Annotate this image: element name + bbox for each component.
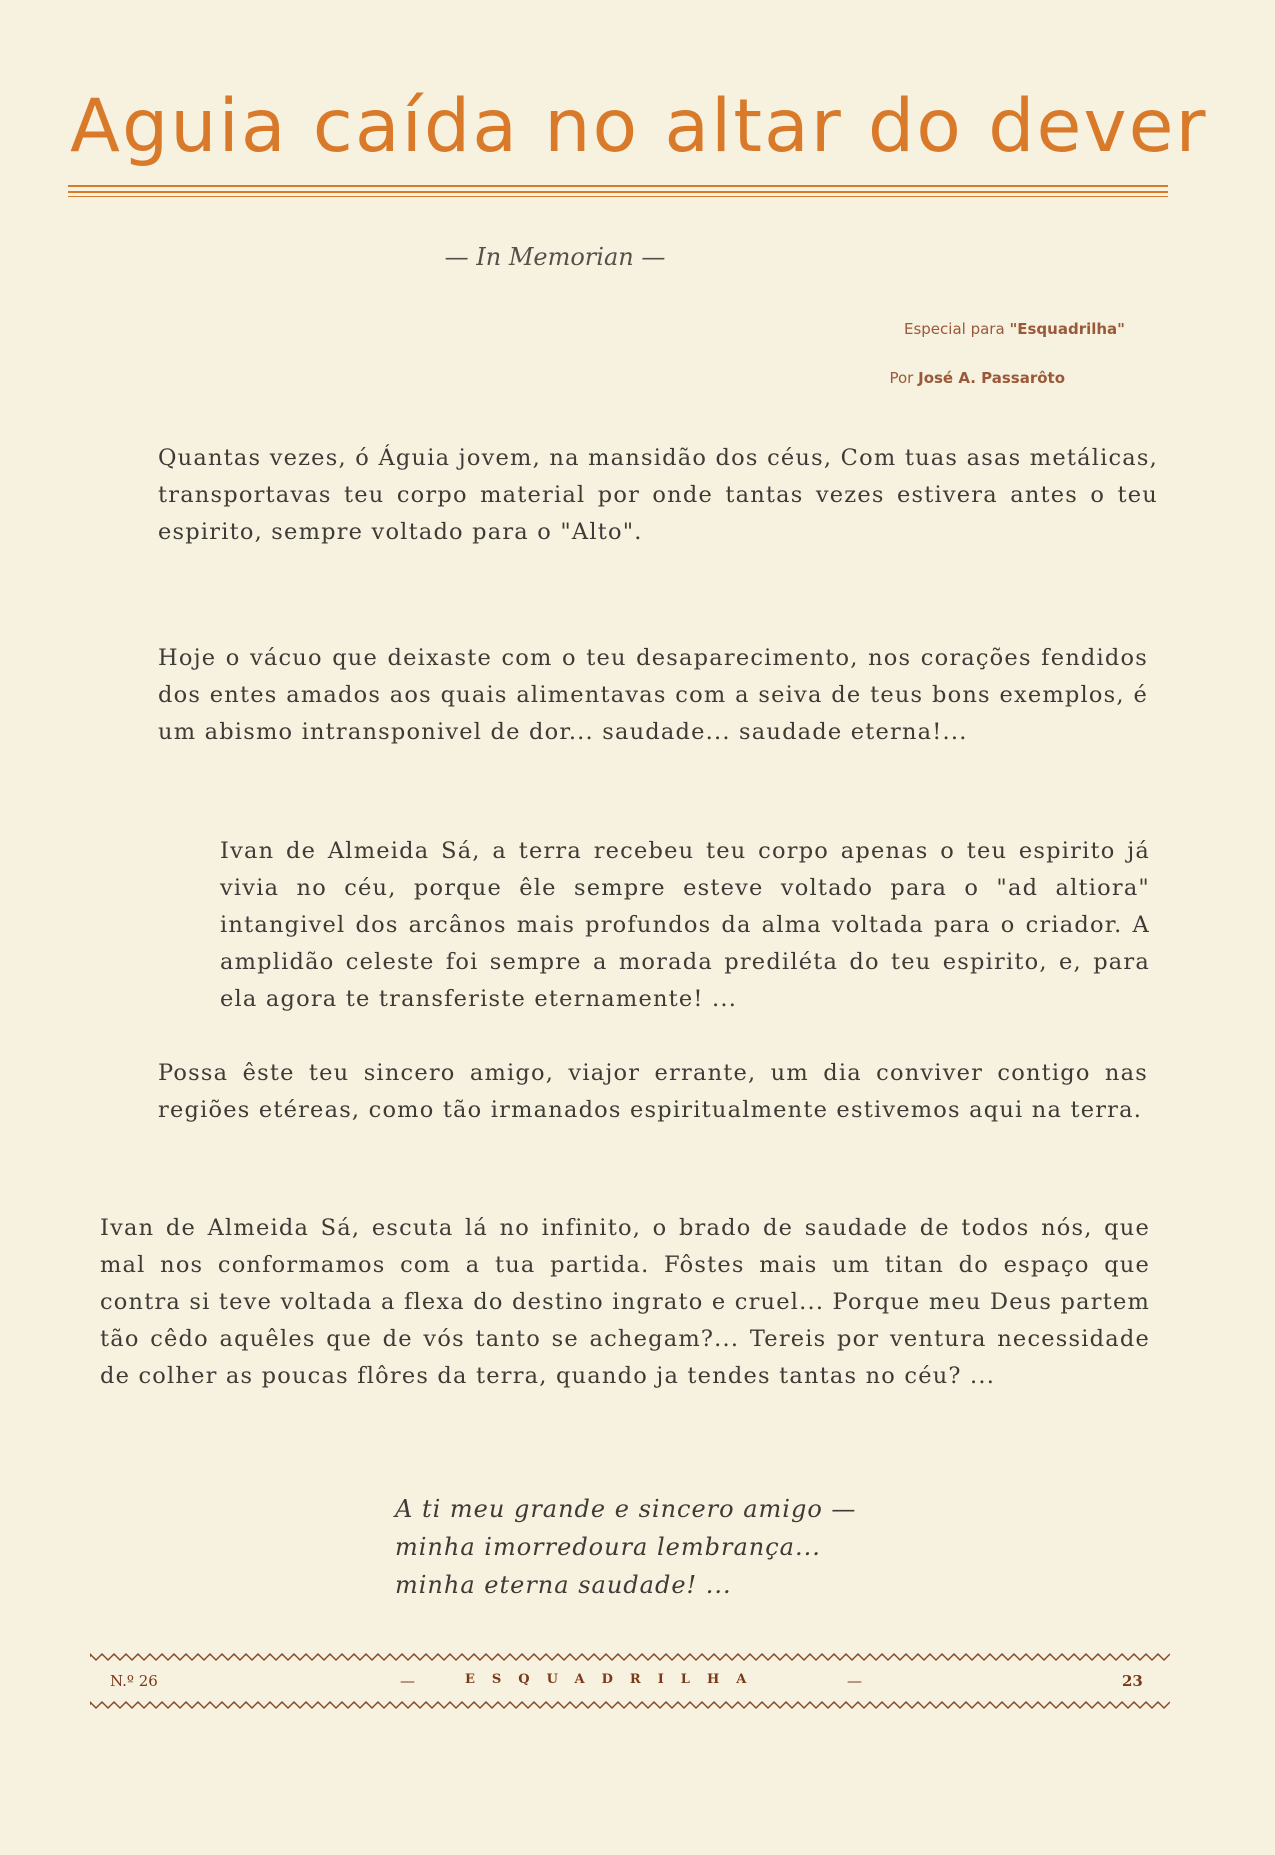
page-footer bbox=[100, 1672, 1160, 1696]
footer-wave-bottom bbox=[90, 1700, 1170, 1710]
article-title: Aguia caída no altar do dever bbox=[70, 84, 1208, 169]
special-name: "Esquadrilha" bbox=[1009, 320, 1125, 338]
closing-line-2: minha imorredoura lembrança... bbox=[395, 1533, 821, 1561]
paragraph-1: Quantas vezes, ó Águia jovem, na mansidão dos céus, Com tuas asas metálicas, transportavas teu corpo material por onde tantas vezes estivera antes o teu espirito, sempre voltado para o "Alto". bbox=[158, 445, 1158, 545]
closing-line-1: A ti meu grande e sincero amigo — bbox=[395, 1495, 857, 1523]
paragraph-4: Possa êste teu sincero amigo, viajor errante, um dia conviver contigo nas regiões etéreas, como tão irmanados espiritualmente estivemos aqui na terra. bbox=[158, 1060, 1148, 1123]
closing-line-3: minha eterna saudade! ... bbox=[395, 1571, 732, 1599]
special-prefix: Especial para bbox=[903, 320, 1005, 338]
author-prefix: Por bbox=[889, 369, 914, 387]
author-name: José A. Passarôto bbox=[918, 369, 1065, 387]
title-rule-2 bbox=[68, 191, 1168, 193]
author-line bbox=[889, 369, 1065, 387]
footer-dash-left: — bbox=[400, 1672, 415, 1690]
page-number: 23 bbox=[1122, 1672, 1143, 1690]
closing-verse bbox=[395, 1490, 1095, 1604]
paragraph-5: Ivan de Almeida Sá, escuta lá no infinito, o brado de saudade de todos nós, que mal nos conformamos com a tua partida. Fôstes mais um titan do espaço que contra si teve voltada a flexa do destino ingrato e cruel... Porque meu Deus partem tão cêdo aquêles que de vós tanto se achegam?... Tereis por ventura necessidade de colher as poucas flôres da terra, quando ja tendes tantas no céu? ... bbox=[100, 1215, 1150, 1389]
special-line bbox=[904, 320, 1125, 338]
paragraph-3: Ivan de Almeida Sá, a terra recebeu teu corpo apenas o teu espirito já vivia no céu, porque êle sempre esteve voltado para o "ad altiora" intangivel dos arcânos mais profundos da alma voltada para o criador. A amplidão celeste foi sempre a morada prediléta do teu espirito, e, para ela agora te transferiste eternamente! ... bbox=[220, 838, 1150, 1012]
title-rule-1 bbox=[68, 185, 1168, 187]
magazine-name: ESQUADRILHA bbox=[465, 1672, 764, 1687]
issue-number: N.º 26 bbox=[110, 1672, 158, 1690]
paragraph-2: Hoje o vácuo que deixaste com o teu desaparecimento, nos corações fendidos dos entes amados aos quais alimentavas com a seiva de teus bons exemplos, é um abismo intransponivel de dor... saudade... saudade eterna!... bbox=[158, 645, 1148, 745]
title-rule-3 bbox=[68, 196, 1168, 197]
footer-dash-right: — bbox=[847, 1672, 862, 1690]
footer-wave-top bbox=[90, 1652, 1170, 1662]
article-subtitle: — In Memorian — bbox=[444, 243, 666, 271]
